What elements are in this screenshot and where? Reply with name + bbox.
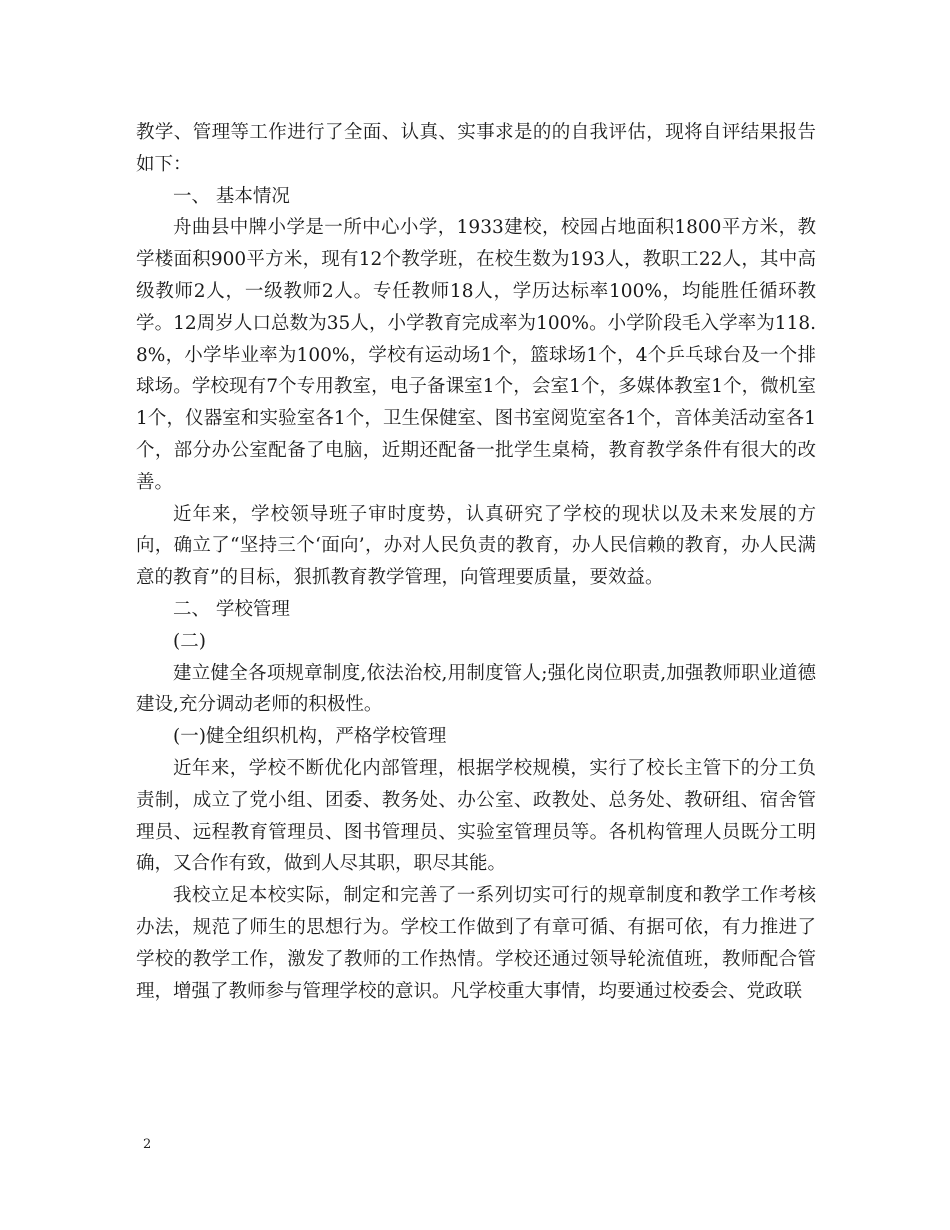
paragraph-leadership-goals: 近年来，学校领导班子审时度势，认真研究了学校的现状以及未来发展的方向，确立了“坚持三个‘面向’，办对人民负责的教育，办人民信赖的教育，办人民满意的教育”的目标，狠抓教育教学管理，向管理要质量，要效益。 — [136, 503, 816, 589]
section-heading-basic-info: 一、 基本情况 — [173, 185, 290, 207]
page-number: 2 — [143, 1137, 152, 1152]
document-body — [136, 117, 816, 1007]
section-heading-school-management: 二、 学校管理 — [173, 598, 290, 620]
paragraph-regulations: 建立健全各项规章制度,依法治校,用制度管人;强化岗位职责,加强教师职业道德建设,充分调动老师的积极性。 — [136, 662, 816, 716]
paragraph-rules-and-systems: 我校立足本校实际，制定和完善了一系列切实可行的规章制度和教学工作考核办法，规范了师生的思想行为。学校工作做到了有章可循、有据可依，有力推进了学校的教学工作，激发了教师的工作热情。学校还通过领导轮流值班，教师配合管理，增强了教师参与管理学校的意识。凡学校重大事情，均要通过校委会、党政联 — [136, 885, 816, 1002]
subsection-marker: (二) — [173, 630, 206, 652]
paragraph-school-overview: 舟曲县中牌小学是一所中心小学，1933建校，校园占地面积1800平方米，教学楼面积900平方米，现有12个教学班，在校生数为193人，教职工22人，其中高级教师2人，一级教师2人。专任教师18人，学历达标率100%，均能胜任循环教学。12周岁人口总数为35人，小学教育完成率为100%。小学阶段毛入学率为118.8%，小学毕业率为100%，学校有运动场1个，篮球场1个，4个乒乓球台及一个排球场。学校现有7个专用教室，电子备课室1个，会室1个，多媒体教室1个，微机室1个，仪器室和实验室各1个，卫生保健室、图书室阅览室各1个，音体美活动室各1个，部分办公室配备了电脑，近期还配备一批学生桌椅，教育教学条件有很大的改善。 — [136, 217, 816, 493]
paragraph-intro-continued: 教学、管理等工作进行了全面、认真、实事求是的的自我评估，现将自评结果报告如下： — [136, 122, 816, 175]
paragraph-internal-management: 近年来，学校不断优化内部管理，根据学校规模，实行了校长主管下的分工负责制，成立了党小组、团委、教务处、办公室、政教处、总务处、教研组、宿舍管理员、远程教育管理员、图书管理员、实验室管理员等。各机构管理人员既分工明确，又合作有致，做到人尽其职，职尽其能。 — [136, 757, 816, 875]
subsection-heading-organization: (一)健全组织机构，严格学校管理 — [173, 726, 447, 748]
